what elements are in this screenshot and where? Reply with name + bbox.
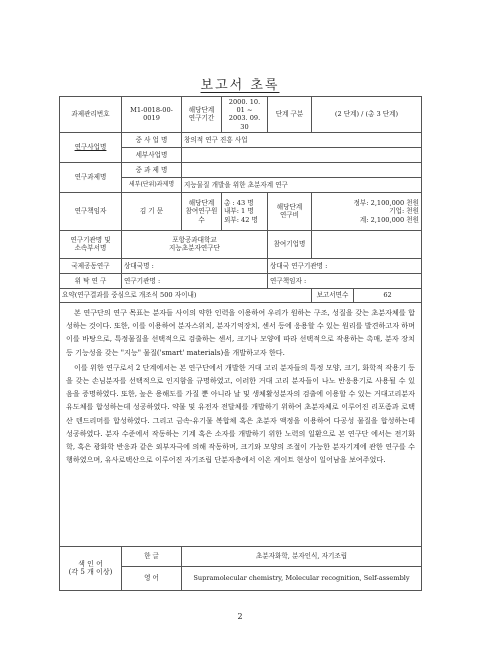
outsource-institution: 연구기관명 : (122, 273, 268, 288)
keywords-label: 색 인 어 (각 5 개 이상) (60, 546, 122, 590)
main-project-value: 창의적 연구 진흥 사업 (182, 132, 422, 147)
researchers-label: 해당단계 참여연구원 수 (182, 192, 222, 230)
org-value: 포항공과대학교 지능초분자연구단 (122, 230, 268, 258)
project-name-label: 연구사업명 (60, 132, 122, 162)
sub-project-value (182, 147, 422, 162)
researchers-internal: 내부: 1 명 (224, 207, 254, 216)
outsource-label: 위 탁 연 구 (60, 273, 122, 288)
task-name-label: 연구과제명 (60, 162, 122, 192)
major-task-value (182, 162, 422, 177)
researchers-total: 총 : 43 명 (224, 199, 254, 208)
keywords-ko-label: 한 글 (122, 546, 182, 566)
project-number: M1-0018-00-0019 (122, 97, 182, 133)
intl-institution: 상대국 연구기관명 : (268, 258, 422, 273)
cost-values (312, 192, 422, 230)
stage-label: 단계 구분 (268, 97, 312, 133)
participant-label: 참여기업명 (268, 230, 312, 258)
detail-task-value: 지능물질 개발을 위한 초분자계 연구 (182, 177, 422, 192)
period-value: 2000. 10. 01 ~ 2003. 09. 30 (222, 97, 268, 133)
researchers-count (222, 192, 268, 230)
summary-body (60, 302, 422, 546)
keywords-ko: 초분자화학, 분자인식, 자기조립 (182, 546, 422, 566)
summary-paragraph: 본 연구단의 연구 목표는 분자들 사이의 약한 인력을 이용하여 우리가 원하는 구조, 성질을 갖는 초분자체를 합성하는 것이다. 또한, 이를 이용하여 분자스위치, 분자기억장치, 센서 등에 응용할 수 있는 원리를 발견하고자 하며 이를 바탕으로, 특정물질을 선택적으로 검출하는 센서, 크기나 모양에 따라 선택적으로 작용하는 촉매, 분자 장치 등 기능성을 갖는 "지능" 물질('smart' materials)을 개발하고자 한다. (66, 307, 416, 357)
report-table (59, 96, 422, 591)
summary-header-label: 요약(연구결과를 중심으로 개조식 500 자이내) (60, 288, 312, 302)
period-label: 해당단계 연구기간 (182, 97, 222, 133)
cost-label: 해당단계 연구비 (268, 192, 312, 230)
pi-label: 연구책임자 (60, 192, 122, 230)
page-number: 2 (237, 612, 243, 621)
sub-project-label: 세부사업명 (122, 147, 182, 162)
pages-label: 보고서면수 (312, 288, 354, 302)
pages-value: 62 (354, 288, 422, 302)
project-number-label: 과제관리번호 (60, 97, 122, 133)
intl-partner: 상대국명 : (122, 258, 268, 273)
pi-name: 김 기 문 (122, 192, 182, 230)
stage-value: (2 단계) / (총 3 단계) (312, 97, 422, 133)
major-task-label: 중 과 제 명 (122, 162, 182, 177)
main-project-label: 중 사 업 명 (122, 132, 182, 147)
intl-label: 국제공동연구 (60, 258, 122, 273)
outsource-pi: 연구책임자 : (268, 273, 422, 288)
keywords-en-label: 영 어 (122, 566, 182, 590)
summary-paragraph: 이를 위한 연구로서 2 단계에서는 본 연구단에서 개발한 거대 고리 분자들의 특정 모양, 크기, 화학적 작용기 등을 갖는 손님분자를 선택적으로 인지함을 규명하였고, 이러한 거대 고리 분자들이 나노 반응용기로 사용될 수 있음을 증명하였다. 또한, 높은 용해도를 가질 뿐 아니라 날 및 생체활성분자의 검출에 이용할 수 있는 거대고리분자 유도체를 합성하는데 성공하였다. 약물 및 유전자 전달체를 개발하기 위하여 초분자체로 이루어진 리포좀과 로택산 덴드리머를 합성하였다. 그리고 금속-유기물 복합체 혹은 초분자 액정을 이용하여 다공성 물질을 합성하는데 성공하였다. 분자 수준에서 작동하는 기계 혹은 소자를 개발하기 위한 노력의 일환으로 본 연구단 에서는 전기화학, 혹은 광화학 반응과 같은 외부자극에 의해 작동하며, 크기와 모양의 조절이 가능한 분자기계에 관한 연구를 수행하였으며, 유사로택산으로 이루어진 자기조립 단분자층에서 이온 게이트 현상이 일어남을 보여주었다. (66, 362, 416, 465)
cost-total: 계: 2,100,000 천원 (359, 215, 420, 224)
researchers-external: 외부: 42 명 (224, 215, 258, 224)
page-title: 보고서 초록 (200, 78, 280, 93)
org-label: 연구기관명 및 소속부서명 (60, 230, 122, 258)
cost-gov: 정부: 2,100,000 천원 (353, 199, 420, 208)
keywords-en: Supramolecular chemistry, Molecular recognition, Self-assembly (182, 566, 422, 590)
detail-task-label: 세부(단위)과제명 (122, 177, 182, 192)
participant-value (312, 230, 422, 258)
cost-company: 기업: 천원 (389, 207, 420, 216)
